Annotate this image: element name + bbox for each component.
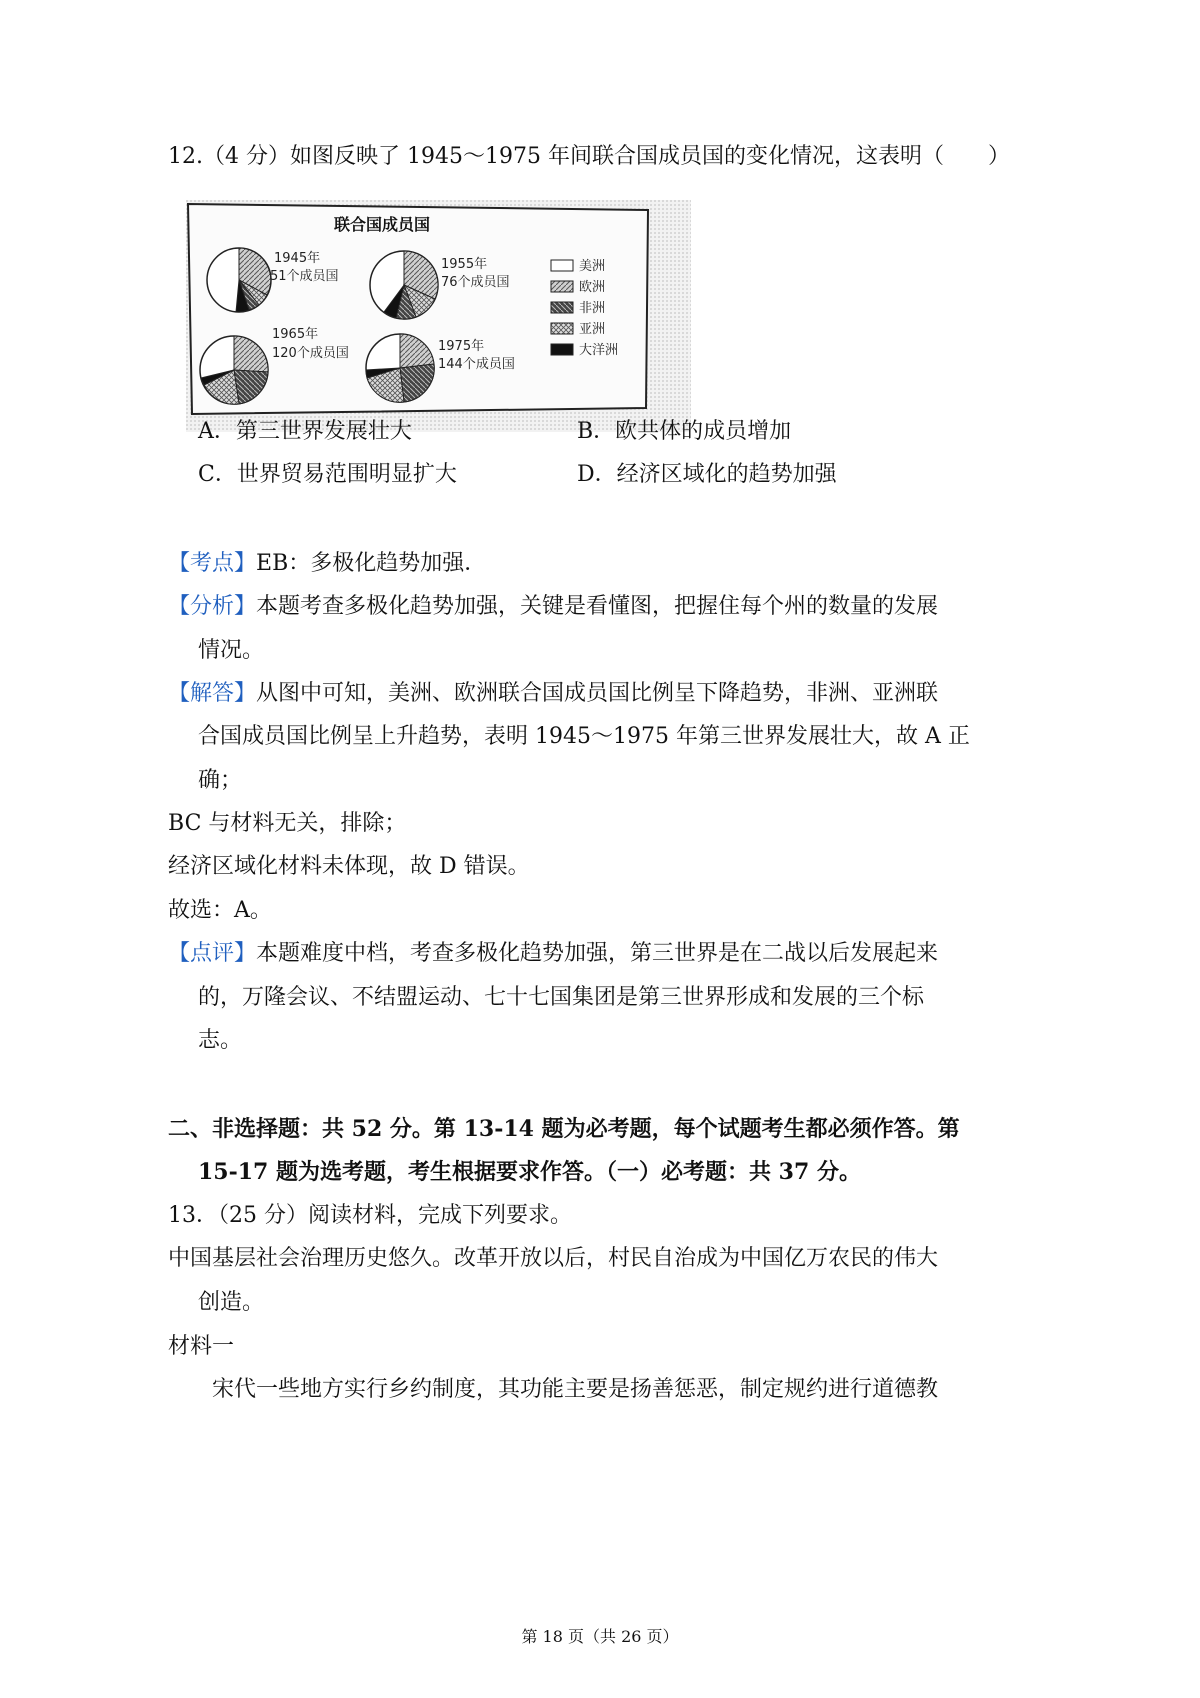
pie-1965 — [200, 336, 268, 404]
page-footer: 第 18 页（共 26 页） — [521, 1627, 679, 1646]
line-bc: BC 与材料无关，排除； — [168, 811, 407, 836]
pie-1945-year: 1945年 — [274, 251, 321, 266]
kaodian-row — [168, 550, 486, 578]
legend-europe: 欧洲 — [579, 280, 606, 295]
un-members-figure — [186, 200, 691, 432]
fenxi-line1: 本题考查多极化趋势加强，关键是看懂图，把握住每个州的数量的发展 — [256, 594, 939, 619]
section2-heading-line1: 二、非选择题：共 52 分。第 13-14 题为必考题，每个试题考生都必须作答。第 — [168, 1116, 960, 1142]
kaodian-tag: 【考点】 — [168, 551, 257, 576]
legend-americas: 美洲 — [579, 259, 606, 274]
legend-oceania: 大洋洲 — [579, 343, 619, 358]
option-d: D．经济区域化的趋势加强 — [577, 462, 837, 487]
pie-1945-count: 51个成员国 — [270, 269, 339, 284]
dianping-line1: 本题难度中档，考查多极化趋势加强，第三世界是在二战以后发展起来 — [256, 941, 939, 966]
pie-1945 — [207, 248, 271, 312]
line-answer: 故选：A。 — [168, 898, 272, 923]
material-line1: 宋代一些地方实行乡约制度，其功能主要是扬善惩恶，制定规约进行道德教 — [212, 1377, 939, 1402]
option-b: B．欧共体的成员增加 — [577, 419, 792, 444]
dianping-line2: 的，万隆会议、不结盟运动、七十七国集团是第三世界形成和发展的三个标 — [198, 985, 925, 1010]
q13-intro-line2: 创造。 — [198, 1290, 265, 1315]
legend-africa: 非洲 — [579, 301, 606, 316]
option-a: A．第三世界发展壮大 — [198, 419, 412, 444]
pie-1955-count: 76个成员国 — [441, 275, 510, 290]
line-d: 经济区域化材料未体现，故 D 错误。 — [168, 854, 530, 879]
kaodian-text: EB：多极化趋势加强． — [256, 551, 487, 576]
dianping-line3: 志。 — [198, 1028, 243, 1053]
pie-1975-count: 144个成员国 — [438, 357, 515, 372]
legend-asia: 亚洲 — [579, 322, 606, 337]
fenxi-line2: 情况。 — [198, 638, 265, 663]
q13-intro-line1: 中国基层社会治理历史悠久。改革开放以后，村民自治成为中国亿万农民的伟大 — [168, 1246, 939, 1271]
jieda-row — [168, 680, 938, 708]
fenxi-row — [168, 593, 938, 621]
option-c: C．世界贸易范围明显扩大 — [198, 462, 457, 487]
question-12-stem: 12.（4 分）如图反映了 1945～1975 年间联合国成员国的变化情况，这表明（ ） — [168, 144, 1010, 169]
dianping-tag: 【点评】 — [168, 941, 257, 966]
material-label: 材料一 — [168, 1334, 235, 1359]
question-13-stem: 13．（25 分）阅读材料，完成下列要求。 — [168, 1203, 572, 1228]
pie-1955-year: 1955年 — [441, 257, 488, 272]
jieda-tag: 【解答】 — [168, 681, 257, 706]
pie-1975 — [366, 334, 434, 402]
figure-title: 联合国成员国 — [333, 215, 431, 234]
pie-1965-year: 1965年 — [272, 327, 319, 342]
pie-1955 — [370, 251, 438, 319]
fenxi-tag: 【分析】 — [168, 594, 257, 619]
pie-1975-year: 1975年 — [438, 339, 485, 354]
jieda-line2: 合国成员国比例呈上升趋势，表明 1945～1975 年第三世界发展壮大，故 A 正 — [198, 724, 970, 749]
jieda-line3: 确； — [198, 768, 243, 793]
pie-1965-count: 120个成员国 — [272, 346, 349, 361]
jieda-line1: 从图中可知，美洲、欧洲联合国成员国比例呈下降趋势，非洲、亚洲联 — [256, 681, 939, 706]
section2-heading-line2: 15-17 题为选考题，考生根据要求作答。（一）必考题：共 37 分。 — [198, 1159, 861, 1185]
dianping-row — [168, 940, 938, 968]
